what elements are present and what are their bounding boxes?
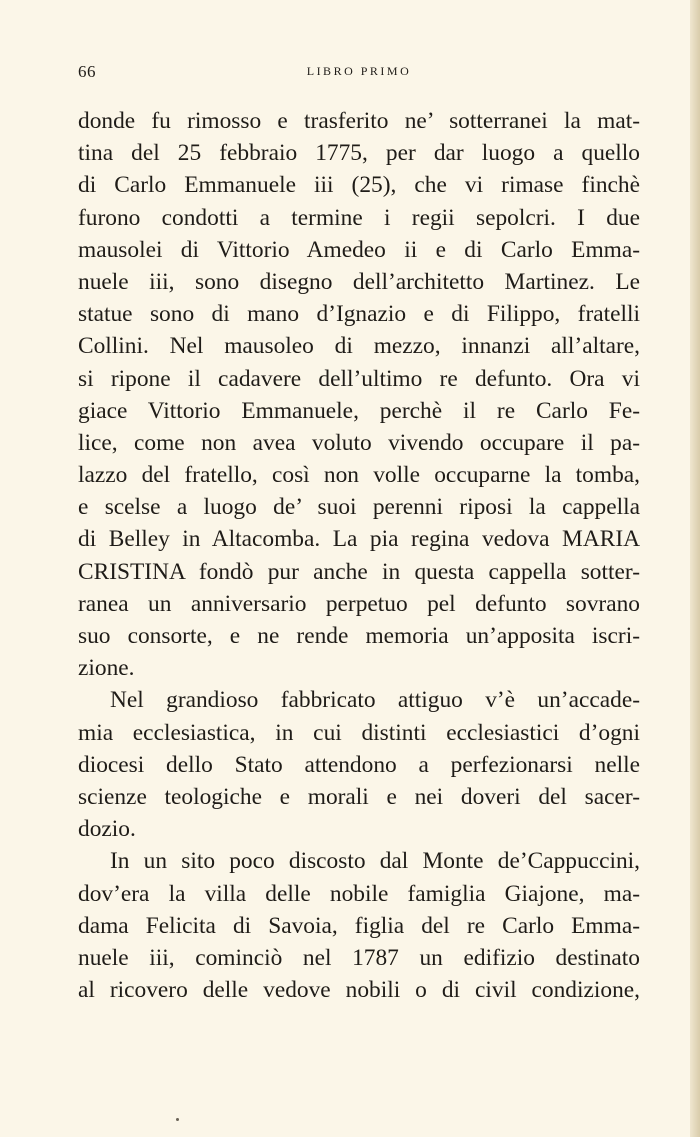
- text-line: di Carlo Emmanuele iii (25), che vi rimase finchè: [78, 172, 640, 199]
- text-line: mausolei di Vittorio Amedeo ii e di Carlo Emma-: [78, 236, 640, 263]
- text-line: furono condotti a termine i regii sepolcri. I due: [78, 204, 640, 231]
- text-line: CRISTINA fondò pur anche in questa cappella sotter-: [78, 558, 640, 585]
- text-line: suo consorte, e ne rende memoria un’apposita iscri-: [78, 623, 640, 649]
- text-line: scienze teologiche e morali e nei doveri del sacer-: [78, 783, 640, 810]
- body-text: [78, 105, 640, 1006]
- text-line: giace Vittorio Emmanuele, perchè il re Carlo Fe-: [78, 397, 640, 424]
- text-line: di Belley in Altacomba. La pia regina vedova MARIA: [78, 526, 640, 553]
- text-line: nuele iii, cominciò nel 1787 un edifizio destinato: [78, 944, 640, 971]
- text-line: ranea un anniversario perpetuo pel defunto sovrano: [78, 590, 640, 617]
- text-line: Nel grandioso fabbricato attiguo v’è un’accade-: [110, 687, 640, 714]
- text-line: mia ecclesiastica, in cui distinti ecclesiastici d’ogni: [78, 719, 640, 746]
- text-line: si ripone il cadavere dell’ultimo re defunto. Ora vi: [78, 365, 640, 392]
- text-line: lice, come non avea voluto vivendo occupare il pa-: [78, 429, 640, 456]
- text-line: diocesi dello Stato attendono a perfezionarsi nelle: [78, 751, 640, 778]
- text-line: nuele iii, sono disegno dell’architetto Martinez. Le: [78, 268, 640, 295]
- text-line: al ricovero delle vedove nobili o di civil condizione,: [78, 977, 640, 1004]
- text-line: donde fu rimosso e trasferito ne’ sotterranei la mat-: [78, 108, 640, 134]
- text-line: In un sito poco discosto dal Monte de’Cappuccini,: [110, 848, 640, 875]
- text-line: dov’era la villa delle nobile famiglia Giajone, ma-: [78, 880, 640, 907]
- text-line: statue sono di mano d’Ignazio e di Filippo, fratelli: [78, 301, 640, 328]
- paper-speck: [176, 1118, 179, 1121]
- text-line: dama Felicita di Savoia, figlia del re Carlo Emma-: [78, 912, 640, 939]
- text-line: dozio.: [78, 816, 136, 843]
- text-line: e scelse a luogo de’ suoi perenni riposi la cappella: [78, 494, 640, 521]
- text-line: lazzo del fratello, così non volle occuparne la tomba,: [78, 462, 640, 489]
- running-head: LIBRO PRIMO: [306, 64, 412, 78]
- page-header: [78, 62, 640, 86]
- page-number: 66: [78, 62, 96, 81]
- text-line: zione.: [78, 655, 135, 682]
- page-edge: [690, 0, 700, 1137]
- text-line: Collini. Nel mausoleo di mezzo, innanzi all’altare,: [78, 333, 640, 360]
- text-line: tina del 25 febbraio 1775, per dar luogo a quello: [78, 140, 640, 167]
